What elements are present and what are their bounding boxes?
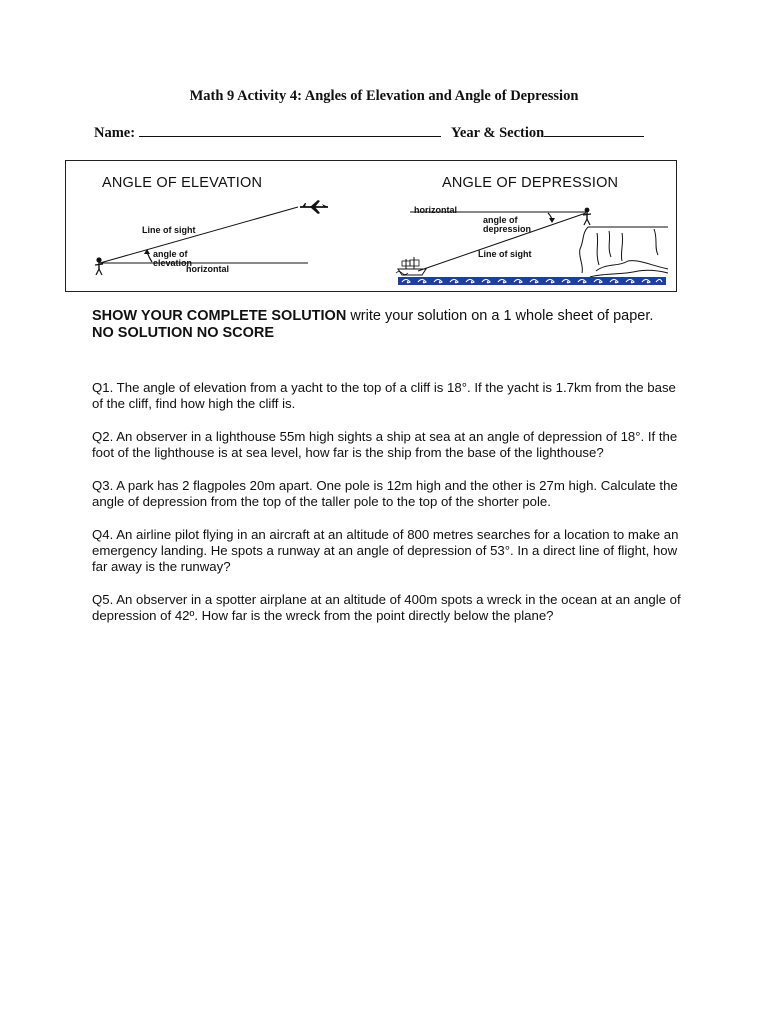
elevation-angle-label-1: angle of: [153, 249, 188, 259]
depression-horizontal-label: horizontal: [414, 205, 457, 215]
elevation-angle-label-2: elevation: [153, 258, 193, 268]
question-3: Q3. A park has 2 flagpoles 20m apart. One pole is 12m high and the other is 27m high. Calculate the angle of depression from the top of the taller pole to the top of the shorter pole.: [92, 478, 678, 509]
diagram-drawing: [66, 161, 676, 291]
ship-icon: [396, 257, 426, 275]
instructions-text: write your solution on a 1 whole sheet of paper.: [346, 308, 654, 324]
elevation-sight-label: Line of sight: [142, 225, 196, 235]
question-1: Q1. The angle of elevation from a yacht to the top of a cliff is 18°. If the yacht is 1.7km from the base of the cliff, find how high the cliff is.: [92, 380, 676, 411]
cliff-icon: [580, 227, 668, 277]
elevation-sight-line: [100, 207, 298, 263]
name-label: Name:: [94, 125, 136, 141]
depression-heading: ANGLE OF DEPRESSION: [442, 175, 619, 191]
observer-figure-icon: [583, 208, 591, 225]
depression-angle-label-2: depression: [483, 224, 532, 234]
instructions-bold: SHOW YOUR COMPLETE SOLUTION: [92, 308, 347, 324]
airplane-icon: [300, 200, 328, 214]
diagram-box: [65, 160, 677, 292]
elevation-horizontal-label: horizontal: [186, 264, 229, 274]
depression-sight-label: Line of sight: [478, 249, 532, 259]
question-list: [92, 380, 682, 641]
name-row: [94, 124, 644, 142]
elevation-arrowhead: [144, 249, 150, 254]
name-blank[interactable]: [139, 124, 441, 137]
instructions: [92, 308, 672, 342]
year-section-blank[interactable]: [544, 124, 644, 137]
worksheet-title: Math 9 Activity 4: Angles of Elevation and Angle of Depression: [189, 88, 579, 104]
year-section-label: Year & Section: [451, 125, 545, 141]
depression-diagram: [396, 205, 668, 285]
instructions-bold-end: NO SOLUTION NO SCORE: [92, 325, 275, 341]
question-4: Q4. An airline pilot flying in an aircraft at an altitude of 800 metres searches for a location to make an emergency landing. He spots a runway at an angle of depression of 53°. In a direct line of flight, how far away is the runway?: [92, 527, 679, 574]
depression-angle-label-1: angle of: [483, 215, 518, 225]
observer-figure-icon: [95, 257, 103, 275]
elevation-diagram: [95, 200, 328, 275]
elevation-heading: ANGLE OF ELEVATION: [102, 175, 263, 191]
question-5: Q5. An observer in a spotter airplane at an altitude of 400m spots a wreck in the ocean at an angle of depression of 42º. How far is the wreck from the point directly below the plane?: [92, 592, 681, 623]
question-2: Q2. An observer in a lighthouse 55m high sights a ship at sea at an angle of depression of 18°. If the foot of the lighthouse is at sea level, how far is the ship from the base of the lighthouse?: [92, 429, 678, 460]
depression-arrowhead: [549, 218, 555, 223]
sea-band: [398, 277, 666, 285]
